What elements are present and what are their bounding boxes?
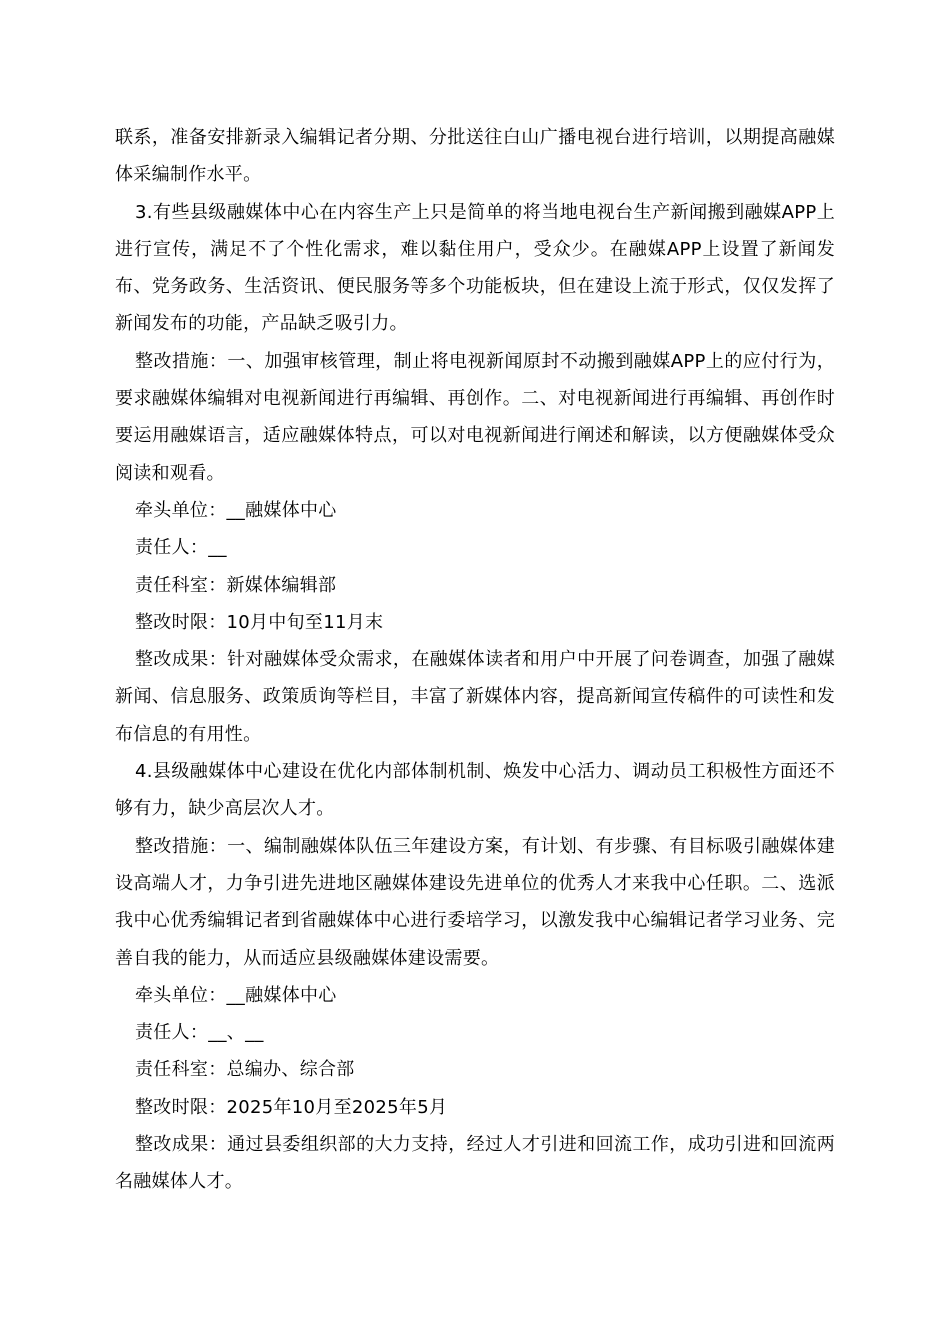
paragraph-measures-4: 整改措施：一、编制融媒体队伍三年建设方案，有计划、有步骤、有目标吸引融媒体建设高端人才，力争引进先进地区融媒体建设先进单位的优秀人才来我中心任职。二、选派我中心优秀编辑记者到省融媒体中心进行委培学习，以激发我中心编辑记者学习业务、完善自我的能力，从而适应县级融媒体建设需要。 bbox=[115, 835, 835, 969]
paragraph-training-continuation: 联系，准备安排新录入编辑记者分期、分批送往白山广播电视台进行培训，以期提高融媒体采编制作水平。 bbox=[115, 127, 835, 186]
paragraph-deadline-4: 整改时限：2025年10月至2025年5月 bbox=[135, 1096, 448, 1118]
document-body bbox=[115, 119, 835, 1201]
paragraph-lead-unit-4: 牵头单位：__融媒体中心 bbox=[135, 984, 337, 1006]
paragraph-responsible-dept-4: 责任科室：总编办、综合部 bbox=[135, 1059, 355, 1081]
paragraph-deadline-3: 整改时限：10月中旬至11月末 bbox=[135, 611, 384, 633]
paragraph-results-3: 整改成果：针对融媒体受众需求，在融媒体读者和用户中开展了问卷调查，加强了融媒新闻、信息服务、政策质询等栏目，丰富了新媒体内容，提高新闻宣传稿件的可读性和发布信息的有用性。 bbox=[115, 649, 835, 745]
paragraph-lead-unit-3: 牵头单位：__融媒体中心 bbox=[135, 499, 337, 521]
paragraph-issue-3: 3.有些县级融媒体中心在内容生产上只是简单的将当地电视台生产新闻搬到融媒APP上进行宣传，满足不了个性化需求，难以黏住用户，受众少。在融媒APP上设置了新闻发布、党务政务、生活资讯、便民服务等多个功能板块，但在建设上流于形式，仅仅发挥了新闻发布的功能，产品缺乏吸引力。 bbox=[115, 201, 835, 335]
paragraph-responsible-person-4: 责任人：__、__ bbox=[135, 1022, 264, 1044]
paragraph-results-4: 整改成果：通过县委组织部的大力支持，经过人才引进和回流工作，成功引进和回流两名融媒体人才。 bbox=[115, 1134, 835, 1193]
paragraph-responsible-person-3: 责任人：__ bbox=[135, 537, 227, 559]
paragraph-responsible-dept-3: 责任科室：新媒体编辑部 bbox=[135, 574, 337, 596]
paragraph-issue-4: 4.县级融媒体中心建设在优化内部体制机制、焕发中心活力、调动员工积极性方面还不够有力，缺少高层次人才。 bbox=[115, 761, 835, 820]
paragraph-measures-3: 整改措施：一、加强审核管理，制止将电视新闻原封不动搬到融媒APP上的应付行为，要求融媒体编辑对电视新闻进行再编辑、再创作。二、对电视新闻进行再编辑、再创作时要运用融媒语言，适应融媒体特点，可以对电视新闻进行阐述和解读，以方便融媒体受众阅读和观看。 bbox=[115, 350, 835, 484]
